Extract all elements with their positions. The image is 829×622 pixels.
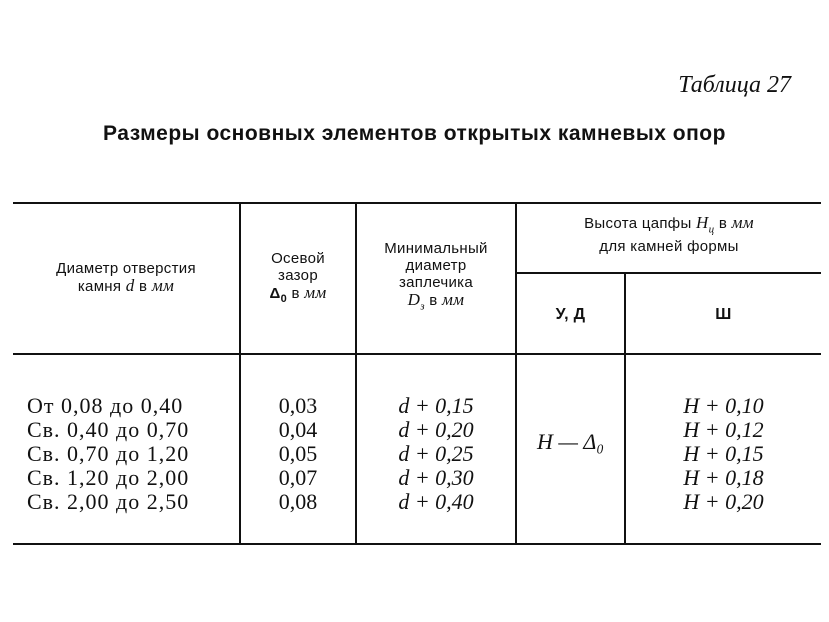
height-ud-cell: H — Δ₀ <box>536 429 604 454</box>
header-form-ud: У, Д <box>555 306 586 323</box>
header-hole-diameter: Диаметр отверстия камня d в мм <box>56 260 196 295</box>
table-row: От 0,08 до 0,40 <box>27 393 184 418</box>
table-top-rule <box>13 202 821 204</box>
header-bottom-rule <box>13 353 821 355</box>
table-row: Св. 0,40 до 0,70 <box>27 417 190 442</box>
table-row: Св. 0,70 до 1,20 <box>27 441 190 466</box>
table-cell: d + 0,20 <box>398 417 474 442</box>
header-shoulder-diameter: Минимальный диаметр заплечика $D_з$ в мм <box>384 240 488 313</box>
table-cell: H + 0,18 <box>683 465 764 490</box>
table-cell: 0,03 <box>278 393 318 418</box>
table-cell: 0,08 <box>278 489 318 514</box>
table-cell: 0,04 <box>278 417 318 442</box>
gap-column <box>241 394 355 514</box>
header-axial-gap: Осевой зазор $\Delta_0$ в мм <box>269 250 327 305</box>
height-sh-column <box>626 394 821 514</box>
table-row: Св. 2,00 до 2,50 <box>27 489 190 514</box>
range-column <box>27 394 189 514</box>
table-cell: H + 0,12 <box>683 417 764 442</box>
table-cell: 0,05 <box>278 441 318 466</box>
table-cell: H + 0,10 <box>683 393 764 418</box>
table-cell: d + 0,30 <box>398 465 474 490</box>
table-caption: Таблица 27 <box>678 72 791 98</box>
table-cell: d + 0,25 <box>398 441 474 466</box>
table-cell: d + 0,15 <box>398 393 474 418</box>
table-heading: Размеры основных элементов открытых камневых опор <box>103 122 726 145</box>
table-cell: H + 0,15 <box>683 441 764 466</box>
table-bottom-rule <box>13 543 821 545</box>
table-row: Св. 1,20 до 2,00 <box>27 465 190 490</box>
table-cell: 0,07 <box>278 465 318 490</box>
header-pivot-height: Высота цапфы $H_ц$ в мм для камней формы <box>584 213 754 256</box>
table-cell: H + 0,20 <box>683 489 764 514</box>
shoulder-column <box>357 394 515 514</box>
data-table <box>13 202 821 546</box>
header-form-sh: Ш <box>715 306 732 323</box>
table-cell: d + 0,40 <box>398 489 474 514</box>
subheader-rule <box>515 272 821 274</box>
